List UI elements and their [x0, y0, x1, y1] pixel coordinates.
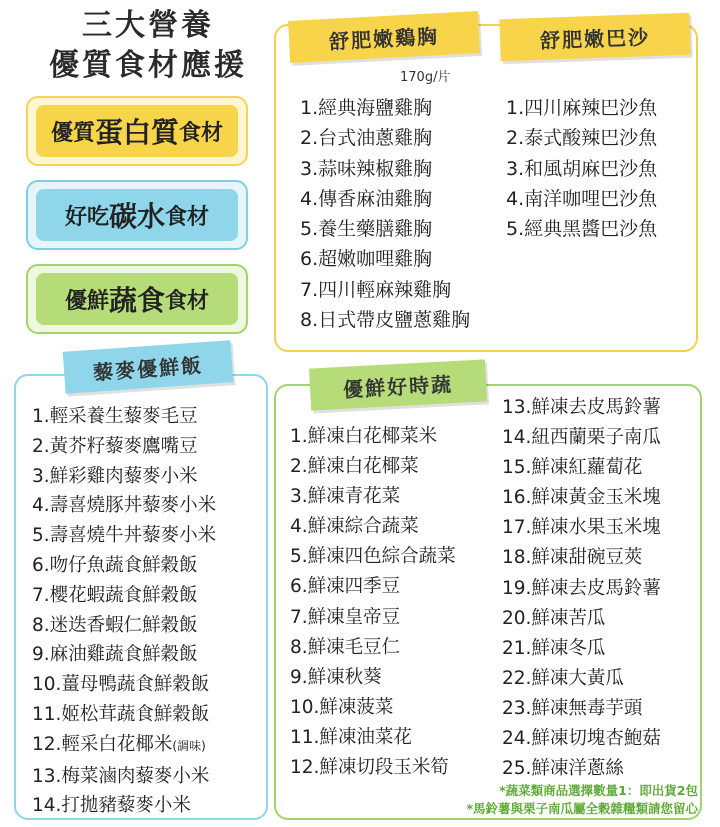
chicken-tag: 舒肥嫩鷄胸: [288, 11, 480, 63]
list-item: 8.迷迭香蝦仁鮮穀飯: [32, 614, 198, 636]
list-item: 16.鮮凍黃金玉米塊: [502, 487, 661, 509]
list-item: 22.鮮凍大黃瓜: [502, 667, 624, 689]
category-veg-post: 食材: [165, 288, 210, 314]
list-item: 1.四川麻辣巴沙魚: [506, 97, 658, 119]
list-item: 5.養生藥膳雞胸: [300, 218, 433, 241]
list-item: 5.經典黑醬巴沙魚: [506, 218, 658, 241]
category-carb-pre: 好吃: [64, 204, 109, 230]
list-item: 2.鮮凍白花椰菜: [290, 456, 419, 478]
list-item: 7.櫻花蝦蔬食鮮穀飯: [32, 584, 198, 606]
vegetable-list-col1: [290, 422, 456, 783]
fish-tag: 舒肥嫩巴沙: [499, 13, 690, 62]
category-veg-label: [36, 273, 238, 325]
grain-list: [32, 402, 216, 821]
category-carb-big: 碳水: [108, 200, 165, 233]
list-item: 5.壽喜燒牛丼藜麥小米: [32, 525, 217, 547]
list-item: 25.鮮凍洋蔥絲: [502, 758, 624, 780]
list-item: 7.鮮凍皇帝豆: [290, 606, 401, 628]
list-item: 3.鮮凍青花菜: [290, 486, 401, 508]
list-item: 3.鮮彩雞肉藜麥小米: [32, 465, 198, 487]
category-protein-post: 食材: [179, 120, 224, 146]
title-line-1: 三大營養: [82, 8, 214, 43]
list-item: 20.鮮凍苦瓜: [502, 607, 606, 629]
list-item: 1.經典海鹽雞胸: [300, 97, 433, 119]
category-veg-pre: 優鮮: [64, 288, 109, 314]
list-item: 13.鮮凍去皮馬鈴薯: [502, 397, 661, 418]
list-item: 14.打拋豬藜麥小米: [32, 795, 191, 817]
list-item: 2.台式油蔥雞胸: [300, 127, 433, 150]
list-item: 12.鮮凍切段玉米筍: [290, 757, 449, 779]
list-item: 10.薑母鴨蔬食鮮穀飯: [32, 674, 210, 696]
list-item: 9.鮮凍秋葵: [290, 666, 382, 688]
chicken-list: [300, 93, 470, 335]
list-item: 11.鮮凍油菜花: [290, 726, 412, 748]
list-item: 10.鮮凍菠菜: [290, 696, 394, 718]
list-item: 6.超嫩咖哩雞胸: [300, 248, 433, 271]
list-item: 4.鮮凍綜合蔬菜: [290, 516, 419, 538]
list-item: 23.鮮凍無毒芋頭: [502, 697, 643, 719]
title-line-2: 優質食材應援: [49, 48, 247, 83]
category-protein-label: [36, 105, 238, 157]
list-item: 8.日式帶皮鹽蔥雞胸: [300, 309, 471, 332]
category-veg-big: 蔬食: [108, 284, 165, 317]
list-item: 4.傳香麻油雞胸: [300, 187, 433, 210]
vegetable-list-col2: [502, 393, 661, 784]
list-item: 1.鮮凍白花椰菜米: [290, 426, 438, 447]
list-item: 7.四川輕麻辣雞胸: [300, 278, 452, 301]
list-item: 14.紐西蘭栗子南瓜: [502, 427, 661, 449]
vegetable-note-quantity: *蔬菜類商品選擇數量1：即出貨2包: [499, 783, 698, 798]
list-item: 9.麻油雞蔬食鮮穀飯: [32, 644, 198, 666]
list-item: 17.鮮凍水果玉米塊: [502, 517, 661, 539]
list-item: 21.鮮凍冬瓜: [502, 637, 606, 659]
grain-item-12-note: (調味): [172, 738, 206, 753]
list-item: 24.鮮凍切塊杏鮑菇: [502, 728, 661, 750]
category-veg: [26, 264, 248, 334]
list-item: 6.吻仔魚蔬食鮮穀飯: [32, 554, 198, 576]
list-item: 4.南洋咖哩巴沙魚: [506, 187, 658, 210]
fish-list: [506, 93, 657, 244]
list-item: 2.黃芥籽藜麥鷹嘴豆: [32, 435, 198, 457]
page-title: [28, 6, 268, 86]
list-item: 13.梅菜滷肉藜麥小米: [32, 765, 210, 787]
vegetable-tag: 優鮮好時蔬: [309, 359, 487, 410]
list-item: [32, 730, 216, 762]
grain-tag: 藜麥優鮮飯: [63, 340, 234, 394]
list-item: 4.壽喜燒豚丼藜麥小米: [32, 495, 217, 517]
list-item: 5.鮮凍四色綜合蔬菜: [290, 546, 456, 568]
list-item: 1.輕采養生藜麥毛豆: [32, 406, 198, 427]
category-carb-post: 食材: [165, 204, 210, 230]
list-item: 19.鮮凍去皮馬鈴薯: [502, 577, 661, 599]
list-item: 11.姬松茸蔬食鮮穀飯: [32, 703, 210, 725]
list-item: 15.鮮凍紅蘿蔔花: [502, 457, 643, 479]
list-item: 3.蒜味辣椒雞胸: [300, 157, 433, 180]
list-item: 18.鮮凍甜碗豆莢: [502, 547, 643, 569]
grain-item-12-main: 12.輕采白花椰米: [32, 733, 173, 755]
list-item: 8.鮮凍毛豆仁: [290, 636, 401, 658]
vegetable-note-grain: *馬鈴薯與栗子南瓜屬全穀雜糧類請您留心: [466, 801, 698, 816]
chicken-weight-note: 170g/片: [400, 70, 451, 85]
category-carb: [26, 180, 248, 250]
list-item: 3.和風胡麻巴沙魚: [506, 157, 658, 180]
category-protein-big: 蛋白質: [94, 116, 179, 149]
category-carb-label: [36, 189, 238, 241]
category-protein: [26, 96, 248, 166]
list-item: 6.鮮凍四季豆: [290, 576, 401, 598]
list-item: 2.泰式酸辣巴沙魚: [506, 127, 658, 150]
category-protein-pre: 優質: [50, 120, 95, 146]
